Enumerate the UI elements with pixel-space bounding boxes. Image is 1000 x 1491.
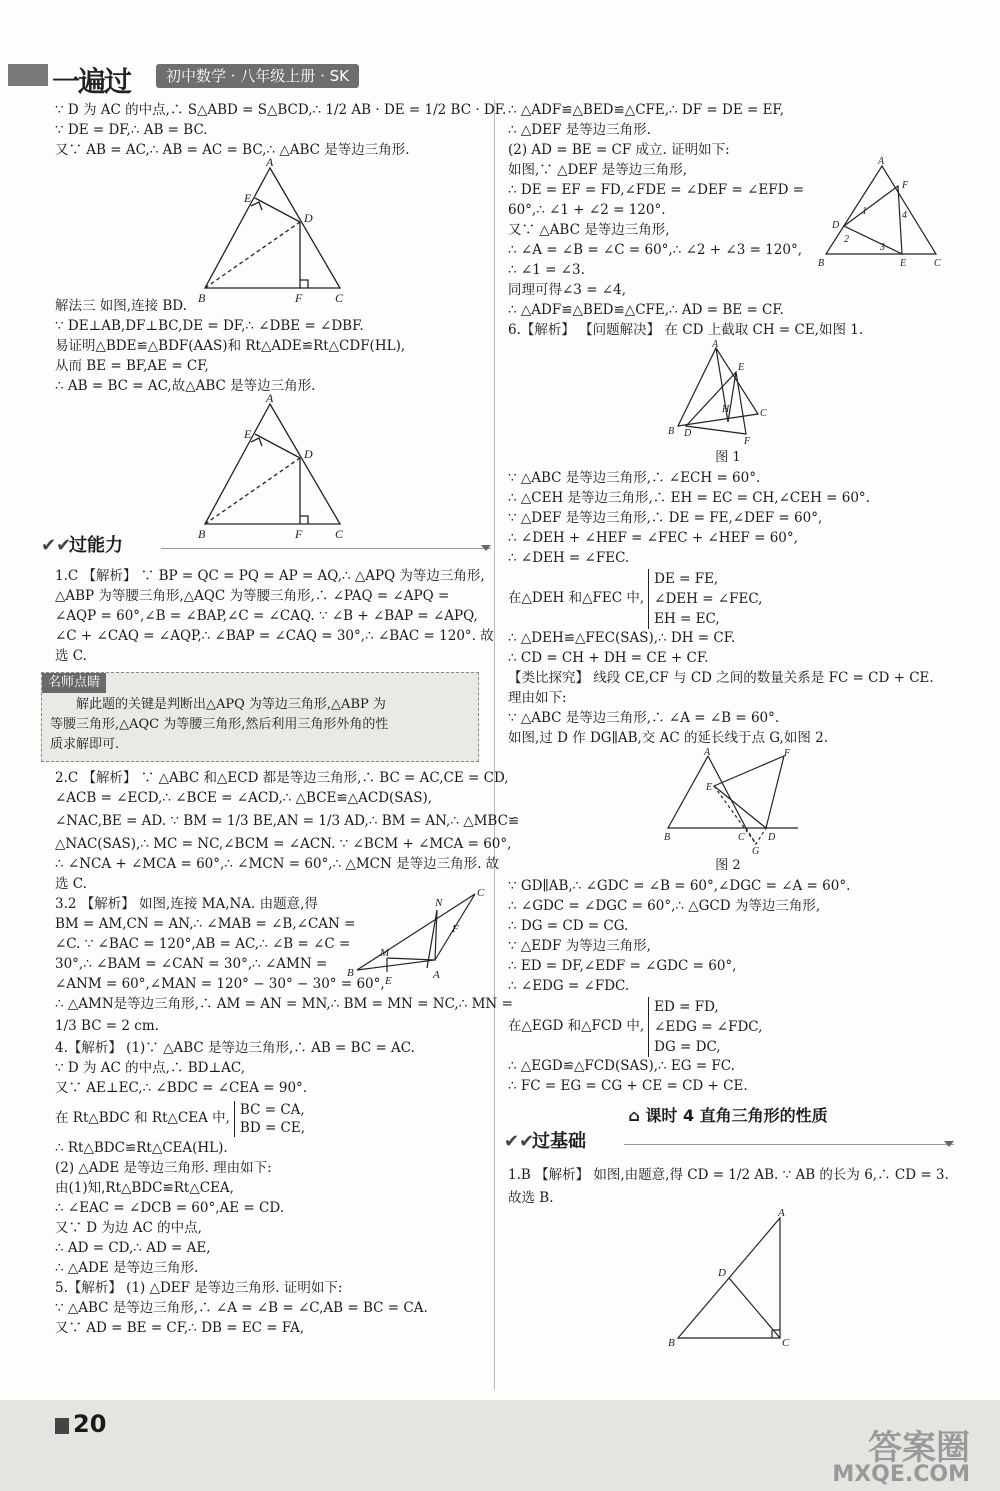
- text-line: ∠ACB = ∠ECD,∴ ∠BCE = ∠ACD,∴ △BCE≌△ACD(SAS),: [55, 790, 433, 806]
- text-line: 从而 BE = BF,AE = CF,: [55, 358, 209, 374]
- svg-text:E: E: [244, 427, 252, 441]
- svg-text:D: D: [718, 1267, 726, 1279]
- check-marks-icon: ✔✔: [41, 535, 72, 556]
- text-line: ∵ △ABC 是等边三角形,∴ ∠A = ∠B = ∠C,AB = BC = CA.: [55, 1300, 428, 1316]
- svg-text:B: B: [668, 1337, 675, 1349]
- text-line: 1.B 【解析】 如图,由题意,得 CD = 1/2 AB. ∵ AB 的长为 6,∴ CD = 3.: [508, 1167, 949, 1183]
- section-title: 过基础: [532, 1131, 586, 1152]
- brace-block: [234, 1101, 305, 1137]
- q5-part2-block: [508, 156, 948, 280]
- text-span: DE = FE,: [654, 570, 719, 587]
- lesson-icon: ⌂: [628, 1106, 646, 1125]
- tip-heading: 名师点睛: [42, 673, 106, 693]
- svg-text:D: D: [768, 832, 776, 843]
- text-span: ∠EDG = ∠FDC,: [654, 1018, 763, 1035]
- text-line: ∴ ∠1 = ∠3.: [508, 262, 585, 278]
- svg-text:F: F: [744, 436, 751, 447]
- text-line: ∴ FC = EG = CG + CE = CD + CE.: [508, 1078, 748, 1094]
- svg-text:A: A: [266, 155, 274, 169]
- text-line: 5.【解析】 (1) △DEF 是等边三角形. 证明如下:: [55, 1280, 343, 1296]
- svg-text:C: C: [782, 1337, 790, 1349]
- text-line: ∵ △EDF 为等边三角形,: [508, 938, 651, 954]
- text-line: ∵ DE = DF,∴ AB = BC.: [55, 122, 208, 138]
- svg-text:F: F: [295, 291, 303, 305]
- right-column: [504, 100, 949, 1352]
- text-line: ∴ ∠NCA + ∠MCA = 60°,∴ ∠MCN = 60°,∴ △MCN 是等边三角形. 故: [55, 856, 500, 872]
- text-line: ∴ AD = CD,∴ AD = AE,: [55, 1240, 211, 1256]
- text-line: 等腰三角形,△AQC 为等腰三角形,然后利用三角形外角的性: [50, 717, 389, 732]
- text-line: 同理可得∠3 = ∠4,: [508, 282, 626, 298]
- text-line: 60°,∴ ∠1 + ∠2 = 120°.: [508, 202, 666, 218]
- subject-badge: 初中数学 · 八年级上册 · SK: [156, 64, 359, 88]
- svg-text:E: E: [385, 975, 392, 987]
- text-line: ∴ △CEH 是等边三角形,∴ EH = EC = CH,∠CEH = 60°.: [508, 490, 870, 506]
- text-span: ED = FD,: [654, 998, 719, 1015]
- text-line: ∴ ∠A = ∠B = ∠C = 60°,∴ ∠2 + ∠3 = 120°,: [508, 242, 802, 258]
- right-triangle-figure: [668, 1207, 798, 1350]
- text-line: 2.C 【解析】 ∵ △ABC 和△ECD 都是等边三角形,∴ BC = AC,CE = CD,: [55, 770, 509, 786]
- text-line: 由(1)知,Rt△BDC≌Rt△CEA,: [55, 1180, 234, 1196]
- page-marker-icon: [55, 1418, 69, 1434]
- svg-text:F: F: [295, 527, 303, 541]
- text-span: 在△EGD 和△FCD 中,: [508, 1018, 645, 1034]
- section-rule: [624, 1144, 954, 1145]
- brand-logo: 一遍过: [52, 65, 131, 98]
- svg-text:C: C: [477, 887, 485, 899]
- watermark-logo: 答案圈: [868, 1428, 970, 1468]
- svg-text:C: C: [738, 832, 745, 843]
- text-line: 30°,∴ ∠BAM = ∠CAN = 30°,∴ ∠AMN =: [55, 956, 328, 972]
- svg-text:M: M: [380, 947, 390, 959]
- figure-caption: 图 2: [715, 858, 741, 873]
- watermark-url: MXQE.COM: [832, 1462, 970, 1487]
- text-span: 在△DEH 和△FEC 中,: [508, 590, 645, 606]
- svg-text:A: A: [704, 747, 711, 758]
- text-line: [55, 1098, 485, 1138]
- svg-text:E: E: [900, 258, 907, 269]
- text-span: BD = CE,: [239, 1119, 306, 1136]
- text-line: ∴ △DEH≌△FEC(SAS),∴ DH = CF.: [508, 630, 736, 646]
- tip-body: [42, 695, 478, 755]
- svg-text:D: D: [832, 220, 840, 231]
- text-line: ∴ △ADF≌△BED≌△CFE,∴ AD = BE = CF.: [508, 302, 784, 318]
- text-line: ∴ △DEF 是等边三角形.: [508, 122, 651, 138]
- svg-text:C: C: [335, 527, 344, 541]
- triangle-figure-1: [55, 155, 355, 305]
- text-line: 易证明△BDE≌△BDF(AAS)和 Rt△ADE≌Rt△CDF(HL),: [55, 338, 406, 354]
- triangle-figure-q5: [818, 156, 948, 268]
- text-line: 理由如下:: [508, 690, 567, 706]
- text-line: 又∵ AB = AC,∴ AB = AC = BC,∴ △ABC 是等边三角形.: [55, 142, 410, 158]
- svg-text:E: E: [244, 191, 252, 205]
- check-marks-icon: ✔✔: [504, 1131, 535, 1152]
- svg-text:B: B: [347, 967, 354, 979]
- svg-text:D: D: [304, 447, 313, 461]
- triangle-figure-2: [55, 391, 355, 541]
- triangle-figure-6-1: [668, 339, 788, 447]
- text-line: 解法三 如图,连接 BD.: [55, 298, 187, 314]
- text-line: 4.【解析】 (1)∵ △ABC 是等边三角形,∴ AB = BC = AC.: [55, 1040, 415, 1056]
- svg-text:E: E: [738, 362, 745, 373]
- svg-text:F: F: [452, 923, 459, 935]
- text-line: 【类比探究】 线段 CE,CF 与 CD 之间的数量关系是 FC = CD + CE.: [508, 670, 934, 686]
- svg-text:D: D: [304, 211, 313, 225]
- text-line: ∵ D 为 AC 的中点,∴ S△ABD = S△BCD,∴ 1/2 AB · DE = 1/2 BC · DF.: [55, 102, 507, 118]
- text-line: ∴ ∠GDC = ∠DGC = 60°,∴ △GCD 为等边三角形,: [508, 898, 821, 914]
- text-span: EH = EC,: [654, 610, 720, 627]
- text-line: ∠C + ∠CAQ = ∠AQP,∴ ∠BAP = ∠CAQ = 30°,∴ ∠BAC = 120°. 故: [55, 628, 494, 644]
- section-heading-basics: [504, 1132, 948, 1158]
- page-number: 20: [73, 1410, 107, 1438]
- text-line: ∴ ∠DEH = ∠FEC.: [508, 550, 630, 566]
- text-line: ∴ △ADF≌△BED≌△CFE,∴ DF = DE = EF,: [508, 102, 784, 118]
- text-span: ∠DEH = ∠FEC,: [654, 590, 763, 607]
- svg-text:A: A: [878, 156, 885, 167]
- text-line: ∵ DE⊥AB,DF⊥BC,DE = DF,∴ ∠DBE = ∠DBF.: [55, 318, 364, 334]
- text-line: 解此题的关键是判断出△APQ 为等边三角形,△ABP 为: [76, 697, 386, 712]
- text-line: ∴ ∠EDG = ∠FDC.: [508, 978, 630, 994]
- text-line: ∵ △ABC 是等边三角形,∴ ∠A = ∠B = 60°.: [508, 710, 780, 726]
- svg-text:B: B: [198, 527, 206, 541]
- text-line: ∴ △EGD≌△FCD(SAS),∴ EG = FC.: [508, 1058, 735, 1074]
- q3-block: [55, 887, 513, 1038]
- text-line: 故选 B.: [508, 1190, 554, 1206]
- text-line: ∴ Rt△BDC≌Rt△CEA(HL).: [55, 1140, 228, 1156]
- svg-text:F: F: [784, 748, 791, 759]
- svg-text:3: 3: [880, 242, 885, 253]
- triangle-figure-6-2: [658, 747, 808, 857]
- text-line: ∴ ∠DEH + ∠HEF = ∠FEC + ∠HEF = 60°,: [508, 530, 798, 546]
- page-footer: [0, 1400, 1000, 1491]
- text-line: ∴ DE = EF = FD,∠FDE = ∠DEF = ∠EFD =: [508, 182, 805, 198]
- text-span: DG = DC,: [654, 1038, 721, 1055]
- text-line: (2) △ADE 是等边三角形. 理由如下:: [55, 1160, 272, 1176]
- left-column: [41, 100, 520, 1338]
- svg-text:D: D: [684, 428, 692, 439]
- text-line: 又∵ △ABC 是等边三角形,: [508, 222, 670, 238]
- text-line: △ABP 为等腰三角形,△AQC 为等腰三角形,∴ ∠PAQ = ∠APQ =: [55, 588, 450, 604]
- text-line: ∵ D 为 AC 的中点,∴ BD⊥AC,: [55, 1060, 246, 1076]
- svg-text:N: N: [435, 897, 443, 909]
- svg-text:G: G: [752, 846, 760, 857]
- triangle-figure-q3: [347, 887, 487, 987]
- text-line: ∴ CD = CH + DH = CE + CF.: [508, 650, 709, 666]
- svg-text:C: C: [760, 408, 767, 419]
- text-line: 如图,过 D 作 DG∥AB,交 AC 的延长线于点 G,如图 2.: [508, 730, 829, 746]
- svg-text:C: C: [335, 291, 344, 305]
- svg-text:B: B: [818, 258, 825, 269]
- svg-text:A: A: [433, 969, 440, 981]
- section-heading-ability: [41, 536, 485, 562]
- page-header: [0, 58, 1000, 98]
- text-line: ∴ △ADE 是等边三角形.: [55, 1260, 199, 1276]
- svg-text:2: 2: [844, 234, 849, 245]
- text-line: 又∵ D 为边 AC 的中点,: [55, 1220, 202, 1236]
- lesson-title: [508, 1106, 948, 1126]
- svg-text:A: A: [778, 1207, 785, 1219]
- section-title: 过能力: [69, 535, 123, 556]
- lesson-title-text: 课时 4 直角三角形的性质: [645, 1106, 828, 1125]
- text-line: 1/3 BC = 2 cm.: [55, 1018, 159, 1034]
- teacher-tip-box: [41, 672, 479, 762]
- text-line: △NAC(SAS),∴ MC = NC,∠BCM = ∠ACN. ∵ ∠BCM + ∠MCA = 60°,: [55, 836, 512, 852]
- text-line: ∴ △AMN是等边三角形,∴ AM = AN = MN,∴ BM = MN = NC,∴ MN =: [55, 996, 513, 1012]
- svg-text:1: 1: [862, 206, 867, 217]
- text-line: [508, 996, 948, 1056]
- text-line: 如图,∵ △DEF 是等边三角形,: [508, 162, 688, 178]
- text-line: ∴ DG = CD = CG.: [508, 918, 629, 934]
- text-line: ∠NAC,BE = AD. ∵ BM = 1/3 BE,AN = 1/3 AD,∴ BM = AN,∴ △MBC≌: [55, 813, 520, 829]
- header-bar: [8, 64, 48, 86]
- text-line: ∵ △DEF 是等边三角形,∴ DE = FE,∠DEF = 60°,: [508, 510, 823, 526]
- text-line: (2) AD = BE = CF 成立. 证明如下:: [508, 142, 730, 158]
- figure-caption: 图 1: [715, 450, 741, 465]
- brace-block: [648, 569, 762, 629]
- text-line: ∠ANM = 60°,∠MAN = 120° − 30° − 30° = 60°,: [55, 976, 385, 992]
- text-line: 质求解即可.: [50, 737, 120, 752]
- svg-text:B: B: [668, 426, 675, 437]
- svg-text:A: A: [266, 391, 274, 405]
- text-line: 1.C 【解析】 ∵ BP = QC = PQ = AP = AQ,∴ △APQ 为等边三角形,: [55, 568, 485, 584]
- svg-text:H: H: [722, 404, 730, 415]
- text-line: ∴ ED = DF,∠EDF = ∠GDC = 60°,: [508, 958, 737, 974]
- text-line: BM = AM,CN = AN,∴ ∠MAB = ∠B,∠CAN =: [55, 916, 356, 932]
- svg-text:E: E: [706, 782, 713, 793]
- text-span: 在 Rt△BDC 和 Rt△CEA 中,: [55, 1110, 230, 1126]
- brace-block: [648, 997, 762, 1057]
- text-line: 6.【解析】 【问题解决】 在 CD 上截取 CH = CE,如图 1.: [508, 322, 864, 338]
- text-line: ∠C. ∵ ∠BAC = 120°,AB = AC,∴ ∠B = ∠C =: [55, 936, 351, 952]
- text-line: 选 C.: [55, 876, 87, 892]
- text-line: 又∵ AE⊥EC,∴ ∠BDC = ∠CEA = 90°.: [55, 1080, 308, 1096]
- section-rule: [161, 548, 491, 549]
- svg-text:A: A: [712, 339, 719, 350]
- text-line: ∵ GD∥AB,∴ ∠GDC = ∠B = 60°,∠DGC = ∠A = 60°.: [508, 878, 851, 894]
- text-line: 又∵ AD = BE = CF,∴ DB = EC = FA,: [55, 1320, 305, 1336]
- text-line: 3.2 【解析】 如图,连接 MA,NA. 由题意,得: [55, 896, 318, 912]
- svg-text:B: B: [664, 832, 671, 843]
- svg-text:4: 4: [902, 210, 907, 221]
- text-span: BC = CA,: [239, 1101, 305, 1118]
- text-line: ∵ △ABC 是等边三角形,∴ ∠ECH = 60°.: [508, 470, 761, 486]
- column-divider: [494, 100, 495, 1390]
- text-line: [508, 568, 948, 628]
- svg-text:F: F: [902, 180, 909, 191]
- text-line: 选 C.: [55, 648, 87, 664]
- svg-text:B: B: [198, 291, 206, 305]
- text-line: ∴ AB = BC = AC,故△ABC 是等边三角形.: [55, 378, 316, 394]
- svg-text:C: C: [934, 258, 941, 269]
- text-line: ∴ ∠EAC = ∠DCB = 60°,AE = CD.: [55, 1200, 284, 1216]
- text-line: ∠AQP = 60°,∠B = ∠BAP,∠C = ∠CAQ. ∵ ∠B + ∠BAP = ∠APQ,: [55, 608, 478, 624]
